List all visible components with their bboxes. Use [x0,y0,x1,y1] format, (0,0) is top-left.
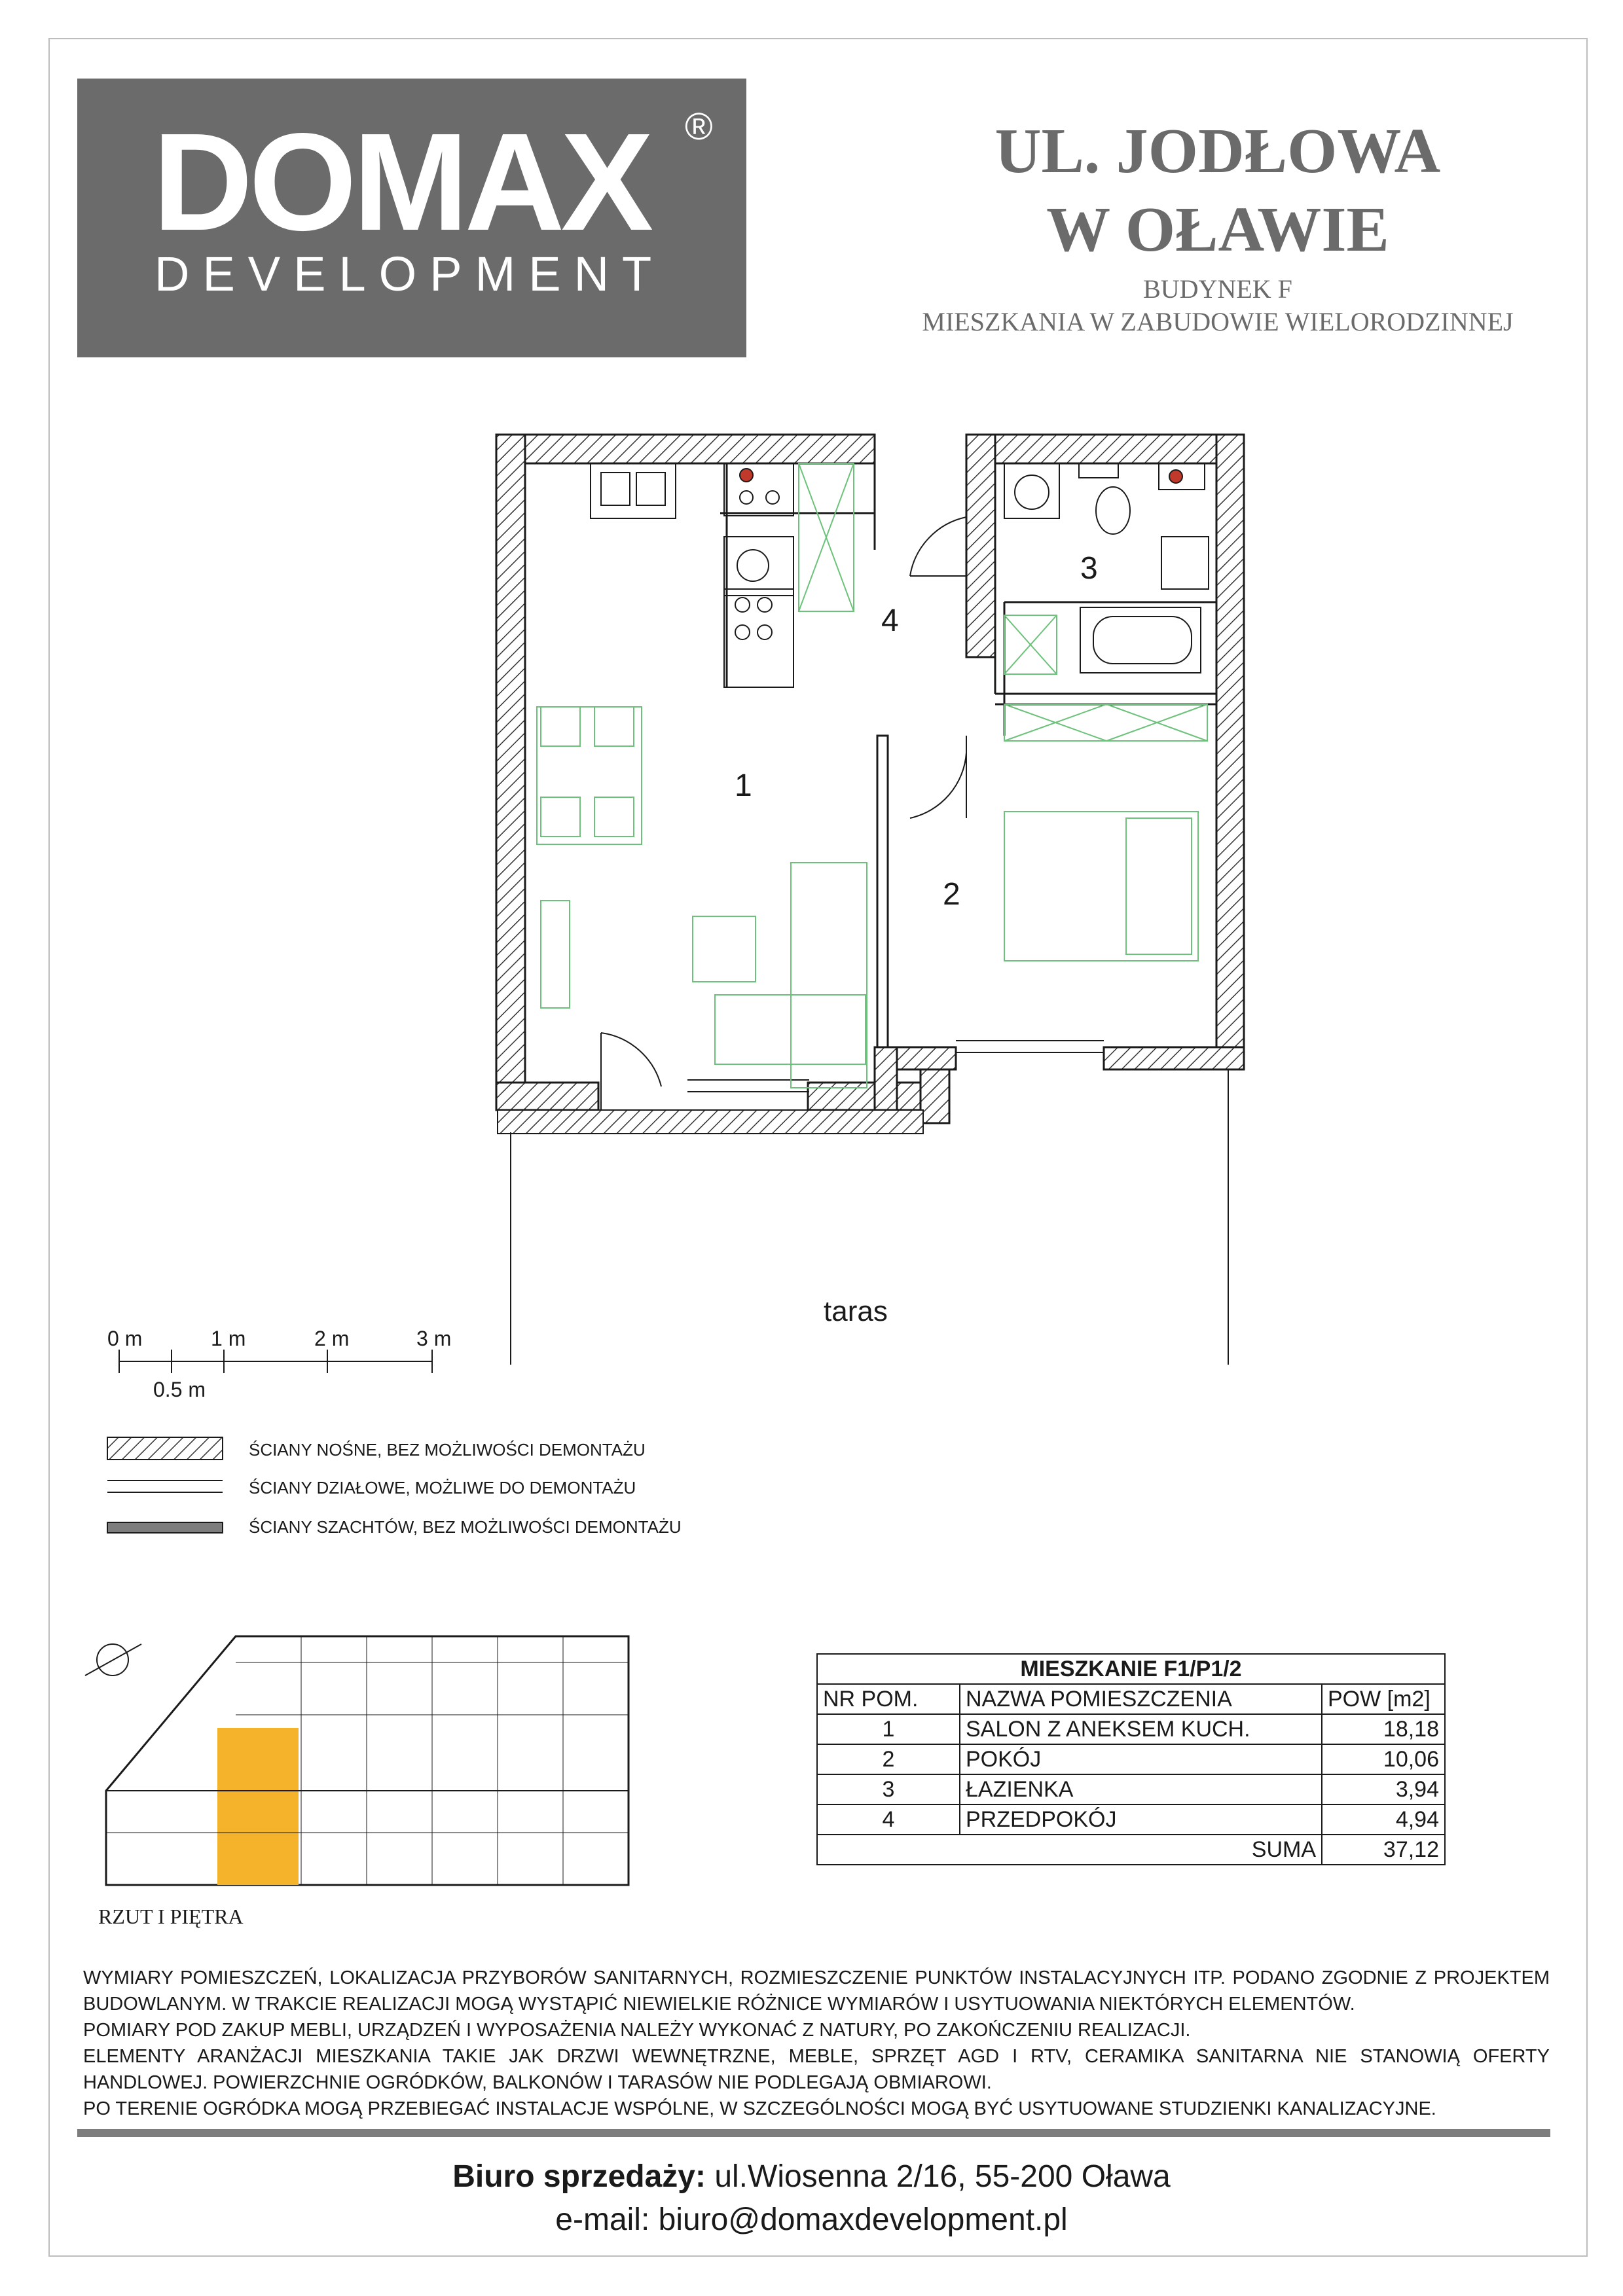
key-plan [85,1636,629,1885]
room-area: 18,18 [1322,1714,1445,1744]
room-name: POKÓJ [960,1744,1322,1774]
table-row [817,1804,1445,1835]
room-number-2: 2 [943,877,960,912]
sales-office [0,2159,1623,2195]
table-row [817,1774,1445,1804]
scale-label-2: 2 m [314,1327,350,1350]
scale-label-1: 1 m [211,1327,246,1350]
disclaimer [83,1965,1550,2122]
load-bearing-walls [496,435,1244,1123]
key-plan-highlight [217,1728,299,1885]
header-name: NAZWA POMIESZCZENIA [960,1684,1322,1714]
legend-partition: ŚCIANY DZIAŁOWE, MOŻLIWE DO DEMONTAŻU [249,1478,636,1498]
header-area: POW [m2] [1322,1684,1445,1714]
street-title: UL. JODŁOWA [994,116,1441,187]
sales-office-label: Biuro sprzedaży: [452,2159,706,2194]
room-area: 4,94 [1322,1804,1445,1835]
terrace-label: taras [824,1295,888,1327]
room-nr: 2 [817,1744,960,1774]
room-area: 10,06 [1322,1744,1445,1774]
scale-label-half: 0.5 m [153,1378,206,1401]
table-row [817,1714,1445,1744]
room-name: SALON Z ANEKSEM KUCH. [960,1714,1322,1744]
room-nr: 1 [817,1714,960,1744]
table-header-row [817,1684,1445,1714]
total-value: 37,12 [1322,1835,1445,1865]
room-area-table [816,1653,1446,1865]
room-number-4: 4 [881,603,899,638]
disclaimer-line: PO TERENIE OGRÓDKA MOGĄ PRZEBIEGAĆ INSTALACJE WSPÓLNE, W SZCZEGÓLNOŚCI MOGĄ BYĆ USYTUOWANE STUDZIENKI KANALIZACYJNE. [83,2098,1436,2119]
furniture [537,463,1207,1088]
email-label: e-mail: [555,2202,659,2237]
building-label: BUDYNEK F [1143,274,1292,304]
disclaimer-line: ELEMENTY ARANŻACJI MIESZKANIA TAKIE JAK DRZWI WEWNĘTRZNE, MEBLE, SPRZĘT AGD I RTV, CERAMIKA SANITARNA NIE STANOWIĄ OFERTY HANDLOWEJ. POWIERZCHNIE OGRÓDKÓW, BALKONÓW I TARASÓW NIE PODLEGAJĄ OBMIAROWI. [83,2046,1550,2093]
scale-label-0: 0 m [107,1327,143,1350]
room-nr: 4 [817,1804,960,1835]
room-nr: 3 [817,1774,960,1804]
table-row [817,1744,1445,1774]
legend-swatch-load-bearing [107,1437,223,1460]
doors [601,437,1104,1110]
header-nr: NR POM. [817,1684,960,1714]
sales-office-address: ul.Wiosenna 2/16, 55-200 Oława [705,2159,1171,2194]
scale-bar [107,1327,451,1401]
legend-shaft: ŚCIANY SZACHTÓW, BEZ MOŻLIWOŚCI DEMONTAŻU [249,1517,682,1537]
logo-wordmark: DOMAX [153,104,650,259]
room-number-3: 3 [1080,551,1098,586]
room-name: PRZEDPOKÓJ [960,1804,1322,1835]
table-total-row [817,1835,1445,1865]
table-title: MIESZKANIE F1/P1/2 [817,1654,1445,1684]
room-area: 3,94 [1322,1774,1445,1804]
email-address[interactable]: biuro@domaxdevelopment.pl [658,2202,1068,2237]
room-name: ŁAZIENKA [960,1774,1322,1804]
footer-divider [77,2129,1550,2137]
disclaimer-line: WYMIARY POMIESZCZEŃ, LOKALIZACJA PRZYBORÓW SANITARNYCH, ROZMIESZCZENIE PUNKTÓW INSTALACYJNYCH ITP. PODANO ZGODNIE Z PROJEKTEM BUDOWLANYM. W TRAKCIE REALIZACJI MOGĄ WYSTĄPIĆ NIEWIELKIE RÓŻNICE WYMIARÓW I USYTUOWANIA NIEKTÓRYCH ELEMENTÓW. [83,1967,1550,2015]
logo-subtitle: DEVELOPMENT [155,247,665,301]
description-label: MIESZKANIA W ZABUDOWIE WIELORODZINNEJ [922,307,1514,336]
key-plan-label: RZUT I PIĘTRA [98,1905,244,1928]
total-label: SUMA [960,1835,1322,1865]
registered-mark: ® [685,105,713,148]
contact-email [0,2202,1623,2238]
city-title: W OŁAWIE [1046,194,1389,265]
scale-label-3: 3 m [416,1327,452,1350]
legend-swatch-shaft [107,1522,223,1533]
disclaimer-line: POMIARY POD ZAKUP MEBLI, URZĄDZEŃ I WYPOSAŻENIA NALEŻY WYKONAĆ Z NATURY, PO ZAKOŃCZENIU REALIZACJI. [83,2020,1191,2041]
room-number-1: 1 [735,768,752,803]
legend-load-bearing: ŚCIANY NOŚNE, BEZ MOŻLIWOŚCI DEMONTAŻU [249,1440,646,1460]
bathroom-fixtures [1004,463,1209,673]
kitchen-units [591,463,793,687]
